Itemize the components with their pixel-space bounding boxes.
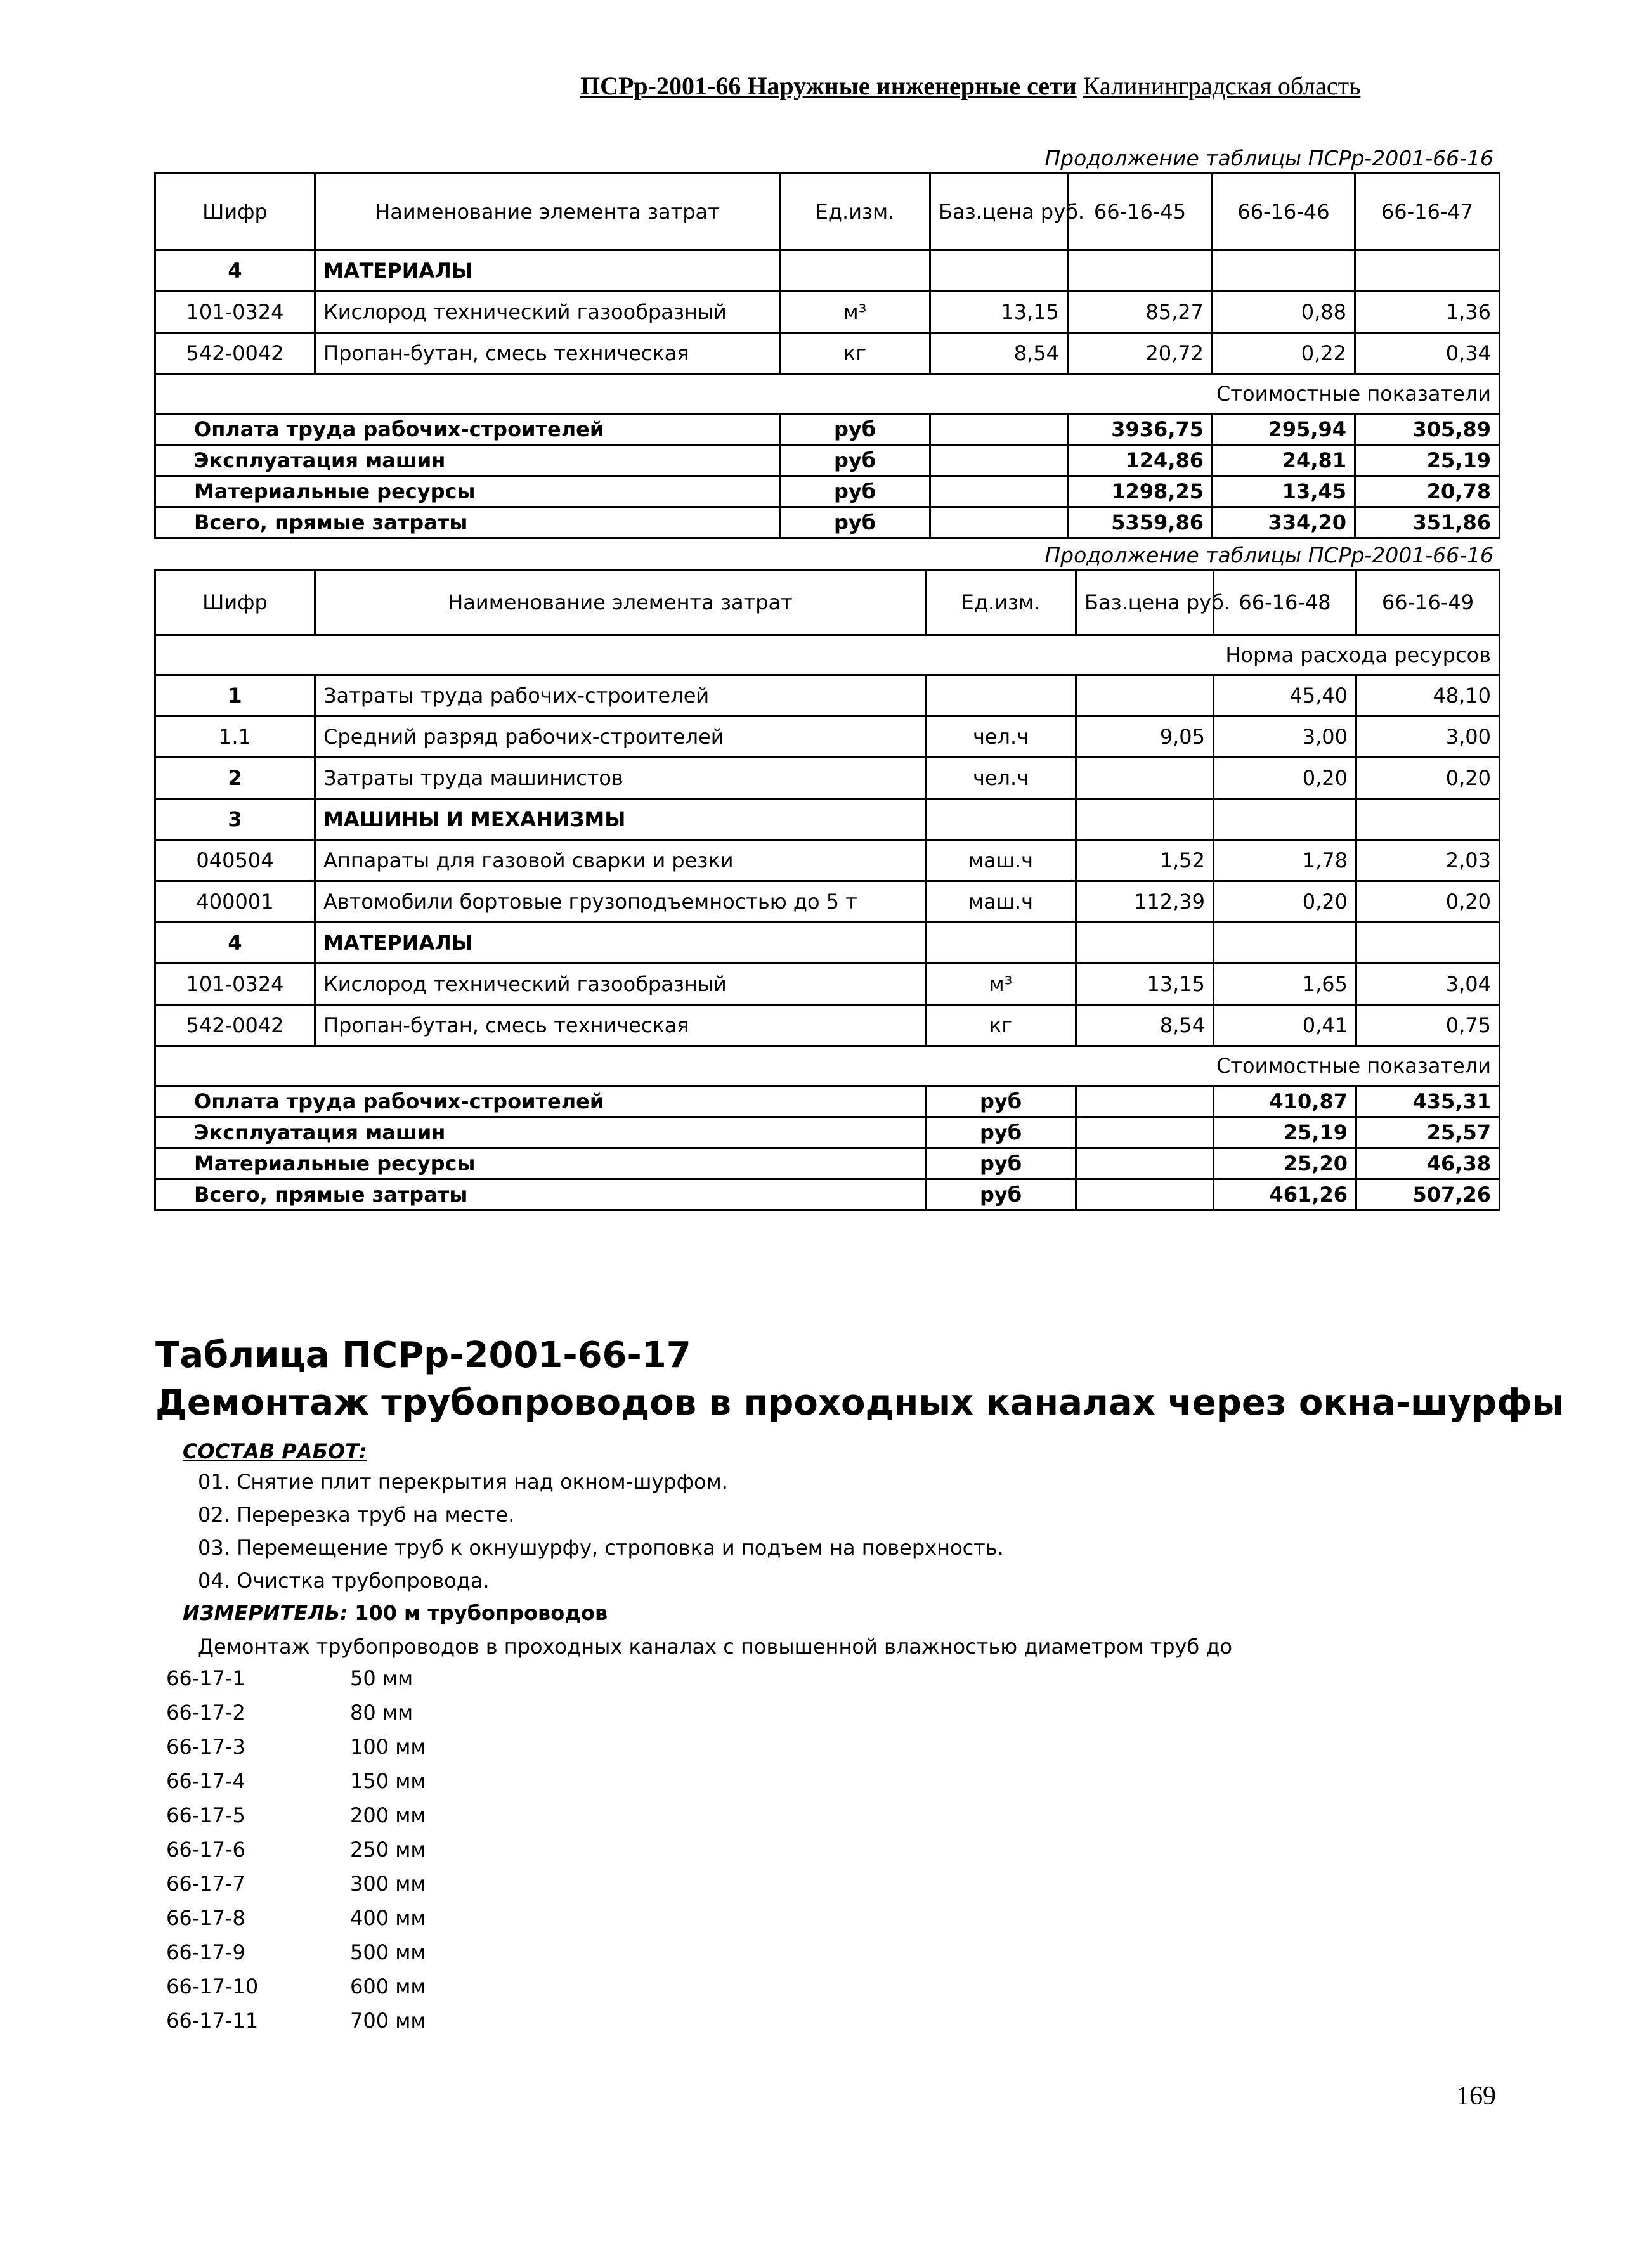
cost-row [155,1086,1500,1117]
cost-value: 295,94 [1213,414,1355,445]
cell-code: 400001 [155,881,315,923]
cell-value: 3,04 [1356,964,1500,1005]
cell-unit [926,675,1076,716]
section-row [155,374,1500,414]
cell-unit: маш.ч [926,840,1076,881]
section-label: Стоимостные показатели [155,1046,1500,1086]
cell-value: 0,20 [1214,758,1356,799]
cost-name: Материальные ресурсы [155,476,780,507]
cost-unit: руб [926,1179,1076,1210]
cell-price [1076,675,1214,716]
cell-value [1213,250,1355,292]
header-region: Калининградская область [1083,72,1361,100]
cost-value: 13,45 [1213,476,1355,507]
section-title: Таблица ПСРр-2001-66-17 [155,1335,691,1376]
cell-unit: м³ [926,964,1076,1005]
cell-name: МАТЕРИАЛЫ [315,923,926,964]
cell-name: МАШИНЫ И МЕХАНИЗМЫ [315,799,926,840]
section-row [155,1046,1500,1086]
item-code: 66-17-10 [166,1974,259,1999]
cell-unit: чел.ч [926,758,1076,799]
table1 [154,172,1500,539]
table-row [155,333,1500,374]
cell-value: 45,40 [1214,675,1356,716]
cost-price [930,507,1068,538]
cell-code: 3 [155,799,315,840]
cell-value: 0,41 [1214,1005,1356,1046]
cell-value [1355,250,1500,292]
table-row [155,964,1500,1005]
cell-price: 8,54 [930,333,1068,374]
cell-name: Пропан-бутан, смесь техническая [315,333,780,374]
cost-price [1076,1117,1214,1148]
cost-row [155,1179,1500,1210]
item-diameter: 80 мм [350,1701,413,1725]
cell-value: 1,36 [1355,292,1500,333]
cell-name: Средний разряд рабочих-строителей [315,716,926,758]
cell-name: МАТЕРИАЛЫ [315,250,780,292]
cell-price: 13,15 [1076,964,1214,1005]
meter-label: ИЗМЕРИТЕЛЬ: [183,1601,348,1625]
cost-price [930,445,1068,476]
item-diameter: 300 мм [350,1872,426,1896]
cell-unit: м³ [780,292,930,333]
cell-value: 0,75 [1356,1005,1500,1046]
table-row [155,923,1500,964]
table-row [155,1005,1500,1046]
cost-row [155,1117,1500,1148]
cost-row [155,507,1500,538]
item-code: 66-17-1 [166,1666,245,1690]
cost-value: 25,20 [1214,1148,1356,1179]
cell-name: Кислород технический газообразный [315,292,780,333]
cell-code: 542-0042 [155,333,315,374]
cost-unit: руб [926,1086,1076,1117]
cell-price: 9,05 [1076,716,1214,758]
cell-name: Пропан-бутан, смесь техническая [315,1005,926,1046]
cell-price [1076,923,1214,964]
cost-price [1076,1086,1214,1117]
cell-name: Кислород технический газообразный [315,964,926,1005]
cell-value [1356,923,1500,964]
table2 [154,569,1500,1211]
work-item: 02. Перерезка труб на месте. [198,1503,515,1527]
cost-value: 435,31 [1356,1086,1500,1117]
cost-value: 46,38 [1356,1148,1500,1179]
table-row [155,840,1500,881]
works-label: СОСТАВ РАБОТ: [183,1439,367,1463]
item-diameter: 400 мм [350,1906,426,1930]
cost-name: Всего, прямые затраты [155,1179,926,1210]
section-subtitle: Демонтаж трубопроводов в проходных каналах через окна-шурфы [155,1382,1565,1423]
cost-value: 305,89 [1355,414,1500,445]
cell-code: 542-0042 [155,1005,315,1046]
cell-unit: кг [926,1005,1076,1046]
cell-code: 101-0324 [155,964,315,1005]
cell-name: Аппараты для газовой сварки и резки [315,840,926,881]
cell-price: 112,39 [1076,881,1214,923]
cost-unit: руб [780,414,930,445]
cell-name: Затраты труда машинистов [315,758,926,799]
cell-value: 0,20 [1356,881,1500,923]
item-diameter: 600 мм [350,1974,426,1999]
meter-value: 100 м трубопроводов [355,1601,608,1625]
item-diameter: 50 мм [350,1666,413,1690]
cell-code: 4 [155,923,315,964]
norm-row [155,635,1500,675]
cost-name: Эксплуатация машин [155,445,780,476]
item-code: 66-17-9 [166,1940,245,1964]
cell-unit [926,799,1076,840]
cost-unit: руб [780,507,930,538]
cell-price [1076,799,1214,840]
cost-unit: руб [926,1148,1076,1179]
column-header: 66-16-47 [1355,174,1500,250]
header-row [155,570,1500,635]
column-header: Наименование элемента затрат [315,570,926,635]
cost-row [155,414,1500,445]
description: Демонтаж трубопроводов в проходных каналах с повышенной влажностью диаметром труб до [198,1635,1233,1659]
cost-name: Эксплуатация машин [155,1117,926,1148]
cell-value: 3,00 [1356,716,1500,758]
column-header: 66-16-45 [1068,174,1213,250]
cell-price [1076,758,1214,799]
cell-code: 1.1 [155,716,315,758]
cost-value: 1298,25 [1068,476,1213,507]
cell-price: 8,54 [1076,1005,1214,1046]
cell-value: 0,22 [1213,333,1355,374]
column-header: Шифр [155,570,315,635]
item-code: 66-17-2 [166,1701,245,1725]
cost-value: 20,78 [1355,476,1500,507]
cost-value: 24,81 [1213,445,1355,476]
table-row [155,799,1500,840]
header-title: ПСРр-2001-66 Наружные инженерные сети [580,72,1077,100]
column-header: Ед.изм. [780,174,930,250]
cell-value: 1,78 [1214,840,1356,881]
column-header: 66-16-49 [1356,570,1500,635]
cost-value: 25,19 [1214,1117,1356,1148]
table-row [155,675,1500,716]
cell-value: 85,27 [1068,292,1213,333]
item-code: 66-17-5 [166,1803,245,1827]
item-code: 66-17-4 [166,1769,245,1793]
header-row [155,174,1500,250]
item-diameter: 700 мм [350,2009,426,2033]
column-header: Шифр [155,174,315,250]
cost-name: Всего, прямые затраты [155,507,780,538]
cell-value: 0,20 [1356,758,1500,799]
column-header: 66-16-48 [1214,570,1356,635]
table-row [155,716,1500,758]
table1-caption: Продолжение таблицы ПСРр-2001-66-16 [1044,146,1493,171]
cost-row [155,476,1500,507]
norm-label: Норма расхода ресурсов [155,635,1500,675]
cost-name: Оплата труда рабочих-строителей [155,1086,926,1117]
cell-value: 48,10 [1356,675,1500,716]
cost-price [930,414,1068,445]
cost-value: 25,57 [1356,1117,1500,1148]
cell-value: 0,34 [1355,333,1500,374]
cell-price [930,250,1068,292]
item-diameter: 200 мм [350,1803,426,1827]
column-header: Баз.цена руб. [1076,570,1214,635]
cost-value: 334,20 [1213,507,1355,538]
cell-price: 1,52 [1076,840,1214,881]
cell-unit: кг [780,333,930,374]
cost-unit: руб [926,1117,1076,1148]
cell-unit: чел.ч [926,716,1076,758]
cell-value: 3,00 [1214,716,1356,758]
cost-unit: руб [780,476,930,507]
page-header [580,71,1360,101]
column-header: Ед.изм. [926,570,1076,635]
cost-unit: руб [780,445,930,476]
work-item: 03. Перемещение труб к окнушурфу, строповка и подъем на поверхность. [198,1536,1004,1560]
page-number: 169 [1456,2082,1496,2111]
cost-value: 25,19 [1355,445,1500,476]
table-row [155,250,1500,292]
cell-value: 0,20 [1214,881,1356,923]
cost-price [1076,1148,1214,1179]
cell-unit: маш.ч [926,881,1076,923]
item-code: 66-17-7 [166,1872,245,1896]
table-row [155,758,1500,799]
cost-price [1076,1179,1214,1210]
cost-value: 5359,86 [1068,507,1213,538]
table-row [155,292,1500,333]
column-header: Баз.цена руб. [930,174,1068,250]
cost-name: Оплата труда рабочих-строителей [155,414,780,445]
cost-value: 124,86 [1068,445,1213,476]
cell-code: 2 [155,758,315,799]
cost-value: 507,26 [1356,1179,1500,1210]
cost-row [155,445,1500,476]
cell-value: 2,03 [1356,840,1500,881]
work-item: 01. Снятие плит перекрытия над окном-шурфом. [198,1470,728,1494]
cell-unit [926,923,1076,964]
item-code: 66-17-8 [166,1906,245,1930]
section-label: Стоимостные показатели [155,374,1500,414]
work-item: 04. Очистка трубопровода. [198,1569,490,1593]
cell-value [1356,799,1500,840]
cell-value: 20,72 [1068,333,1213,374]
cell-unit [780,250,930,292]
cell-code: 1 [155,675,315,716]
cell-value [1214,799,1356,840]
cost-value: 351,86 [1355,507,1500,538]
item-diameter: 150 мм [350,1769,426,1793]
meter-line [183,1601,608,1625]
column-header: 66-16-46 [1213,174,1355,250]
cost-value: 461,26 [1214,1179,1356,1210]
cell-value [1214,923,1356,964]
item-diameter: 250 мм [350,1837,426,1862]
item-code: 66-17-11 [166,2009,259,2033]
table-row [155,881,1500,923]
cell-code: 040504 [155,840,315,881]
cell-value: 1,65 [1214,964,1356,1005]
item-diameter: 100 мм [350,1735,426,1759]
item-code: 66-17-6 [166,1837,245,1862]
item-diameter: 500 мм [350,1940,426,1964]
cost-name: Материальные ресурсы [155,1148,926,1179]
cell-name: Автомобили бортовые грузоподъемностью до 5 т [315,881,926,923]
table2-caption: Продолжение таблицы ПСРр-2001-66-16 [1044,543,1493,567]
cost-price [930,476,1068,507]
cell-code: 4 [155,250,315,292]
cell-value [1068,250,1213,292]
cost-row [155,1148,1500,1179]
item-code: 66-17-3 [166,1735,245,1759]
cell-code: 101-0324 [155,292,315,333]
cell-price: 13,15 [930,292,1068,333]
cost-value: 410,87 [1214,1086,1356,1117]
column-header: Наименование элемента затрат [315,174,780,250]
cost-value: 3936,75 [1068,414,1213,445]
cell-value: 0,88 [1213,292,1355,333]
cell-name: Затраты труда рабочих-строителей [315,675,926,716]
